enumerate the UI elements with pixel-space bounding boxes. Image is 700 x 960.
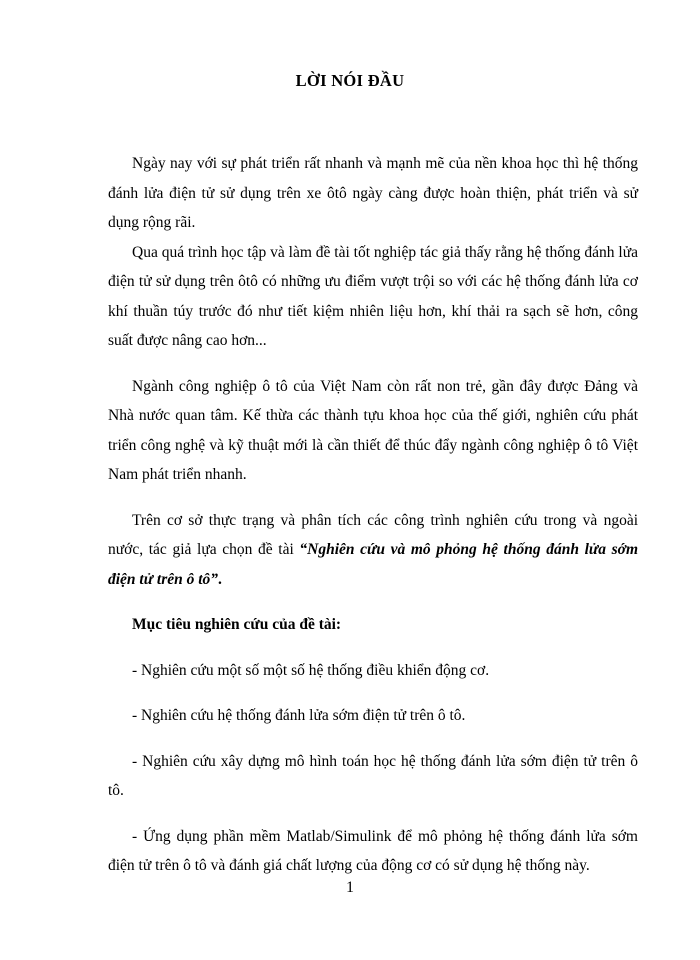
topic-end-text: . bbox=[218, 570, 222, 588]
topic-title-text: “Nghiên cứu và mô phỏng hệ thống đánh lửa sớm điện tử trên ô tô” bbox=[108, 541, 638, 588]
objectives-heading: Mục tiêu nghiên cứu của đề tài: bbox=[132, 616, 342, 633]
objective-item: - Ứng dụng phần mềm Matlab/Simulink để mô phỏng hệ thống đánh lửa sớm điện tử trên ô tô và đánh giá chất lượng của động cơ có sử dụng hệ thống này. bbox=[108, 827, 638, 874]
page-number: 1 bbox=[346, 879, 354, 896]
page-title: LỜI NÓI ĐẦU bbox=[295, 71, 405, 90]
document-body bbox=[108, 149, 638, 881]
paragraph-industry: Ngành công nghiệp ô tô của Việt Nam còn rất non trẻ, gần đây được Đảng và Nhà nước quan tâm. Kế thừa các thành tựu khoa học của thế giới, nghiên cứu phát triển công nghệ và kỹ thuật mới là cần thiết để thúc đẩy ngành công nghiệp ô tô Việt Nam phát triển nhanh. bbox=[108, 377, 638, 483]
topic-lead-text: Trên cơ sở thực trạng và phân tích các công trình nghiên cứu trong và ngoài nước, tác giả lựa chọn đề tài bbox=[108, 511, 638, 558]
objective-item: - Nghiên cứu một số một số hệ thống điều khiển động cơ. bbox=[132, 661, 490, 679]
paragraph-study-process: Qua quá trình học tập và làm đề tài tốt nghiệp tác giả thấy rằng hệ thống đánh lửa điện tử sử dụng trên ôtô có những ưu điểm vượt trội so với các hệ thống đánh lửa cơ khí thuần túy trước đó như tiết kiệm nhiên liệu hơn, khí thải ra sạch sẽ hơn, công suất được nâng cao hơn... bbox=[108, 243, 638, 349]
paragraph-intro: Ngày nay với sự phát triển rất nhanh và mạnh mẽ của nền khoa học thì hệ thống đánh lửa điện tử sử dụng trên xe ôtô ngày càng được hoàn thiện, phát triển và sử dụng rộng rãi. bbox=[108, 155, 638, 231]
paragraph-topic bbox=[108, 506, 638, 595]
objective-item: - Nghiên cứu hệ thống đánh lửa sớm điện tử trên ô tô. bbox=[132, 707, 466, 724]
objective-item: - Nghiên cứu xây dựng mô hình toán học hệ thống đánh lửa sớm điện tử trên ô tô. bbox=[108, 752, 638, 799]
